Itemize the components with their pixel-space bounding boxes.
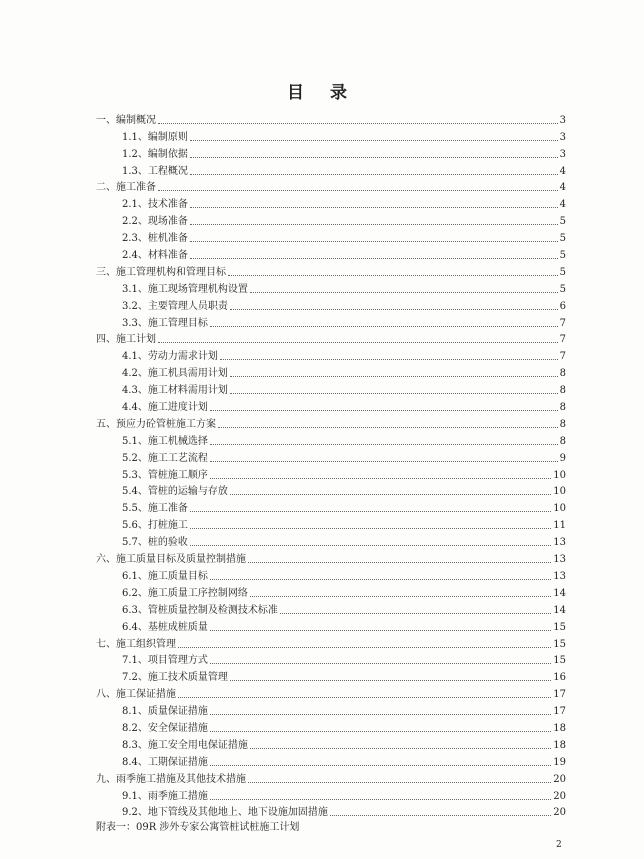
toc-entry-label: 5.7、桩的验收 <box>122 537 188 549</box>
toc-entry-label: 5.5、施工准备 <box>122 503 188 515</box>
toc-entry-label: 3.3、施工管理目标 <box>122 317 208 329</box>
toc-entry-label: 七、施工组织管理 <box>96 638 176 650</box>
toc-entry-page: 8 <box>559 385 566 397</box>
toc-subsection-entry[interactable] <box>96 380 566 397</box>
toc-entry-page: 14 <box>553 604 566 616</box>
toc-subsection-entry[interactable] <box>96 752 566 769</box>
dot-leader <box>250 596 551 597</box>
toc-entry-label: 4.4、施工进度计划 <box>122 402 208 414</box>
dot-leader <box>218 427 558 428</box>
toc-entry-page: 9 <box>559 452 566 464</box>
toc-entry-page: 3 <box>559 148 566 160</box>
toc-section-entry[interactable] <box>96 262 566 279</box>
toc-entry-page: 10 <box>553 486 566 498</box>
table-of-contents <box>96 110 566 819</box>
toc-subsection-entry[interactable] <box>96 735 566 752</box>
toc-subsection-entry[interactable] <box>96 296 566 313</box>
toc-subsection-entry[interactable] <box>96 482 566 499</box>
toc-subsection-entry[interactable] <box>96 194 566 211</box>
dot-leader <box>210 579 551 580</box>
toc-subsection-entry[interactable] <box>96 228 566 245</box>
toc-entry-label: 4.1、劳动力需求计划 <box>122 351 218 363</box>
toc-entry-label: 5.3、管桩施工顺序 <box>122 469 208 481</box>
toc-entry-page: 13 <box>553 554 566 566</box>
toc-entry-page: 3 <box>559 131 566 143</box>
toc-entry-page: 17 <box>553 689 566 701</box>
dot-leader <box>230 680 551 681</box>
dot-leader <box>228 275 558 276</box>
dot-leader <box>190 174 558 175</box>
toc-entry-label: 3.1、施工现场管理机构设置 <box>122 283 248 295</box>
toc-entry-label: 8.4、工期保证措施 <box>122 756 208 768</box>
dot-leader <box>190 157 558 158</box>
dot-leader <box>250 748 551 749</box>
toc-entry-label: 4.3、施工材料需用计划 <box>122 385 228 397</box>
toc-entry-label: 6.3、管桩质量控制及检测技术标准 <box>122 604 278 616</box>
dot-leader <box>178 697 551 698</box>
toc-entry-label: 5.1、施工机械选择 <box>122 435 208 447</box>
toc-section-entry[interactable] <box>96 414 566 431</box>
toc-entry-label: 5.4、管桩的运输与存放 <box>122 486 228 498</box>
dot-leader <box>210 731 551 732</box>
dot-leader <box>190 224 558 225</box>
toc-subsection-entry[interactable] <box>96 566 566 583</box>
toc-subsection-entry[interactable] <box>96 161 566 178</box>
dot-leader <box>210 410 558 411</box>
toc-entry-label: 6.1、施工质量目标 <box>122 570 208 582</box>
dot-leader <box>158 123 558 124</box>
dot-leader <box>230 376 558 377</box>
toc-entry-label: 二、施工准备 <box>96 182 156 194</box>
dot-leader <box>190 545 551 546</box>
toc-section-entry[interactable] <box>96 684 566 701</box>
toc-entry-label: 9.2、地下管线及其他地上、地下设施加固措施 <box>122 807 328 819</box>
toc-entry-page: 5 <box>559 250 566 262</box>
toc-entry-page: 8 <box>559 368 566 380</box>
dot-leader <box>210 630 551 631</box>
toc-subsection-entry[interactable] <box>96 651 566 668</box>
toc-section-entry[interactable] <box>96 178 566 195</box>
dot-leader <box>250 292 558 293</box>
dot-leader <box>210 663 551 664</box>
toc-subsection-entry[interactable] <box>96 465 566 482</box>
toc-entry-page: 14 <box>553 587 566 599</box>
toc-entry-label: 1.2、编制依据 <box>122 148 188 160</box>
dot-leader <box>190 511 551 512</box>
toc-entry-page: 7 <box>559 334 566 346</box>
toc-entry-label: 5.6、打桩施工 <box>122 520 188 532</box>
page-number: 2 <box>556 840 562 850</box>
toc-entry-label: 2.2、现场准备 <box>122 216 188 228</box>
toc-subsection-entry[interactable] <box>96 786 566 803</box>
dot-leader <box>248 562 551 563</box>
toc-entry-label: 六、施工质量目标及质量控制措施 <box>96 554 246 566</box>
toc-entry-page: 11 <box>553 520 566 532</box>
toc-entry-page: 20 <box>553 790 566 802</box>
toc-entry-label: 1.3、工程概况 <box>122 165 188 177</box>
dot-leader <box>178 647 551 648</box>
toc-section-entry[interactable] <box>96 769 566 786</box>
toc-entry-label: 2.3、桩机准备 <box>122 233 188 245</box>
toc-entry-label: 1.1、编制原则 <box>122 131 188 143</box>
dot-leader <box>210 444 558 445</box>
toc-entry-page: 4 <box>559 165 566 177</box>
dot-leader <box>230 393 558 394</box>
toc-subsection-entry[interactable] <box>96 515 566 532</box>
toc-subsection-entry[interactable] <box>96 431 566 448</box>
toc-entry-page: 4 <box>559 182 566 194</box>
toc-entry-page: 10 <box>553 469 566 481</box>
toc-entry-page: 3 <box>559 114 566 126</box>
toc-subsection-entry[interactable] <box>96 532 566 549</box>
toc-entry-page: 5 <box>559 233 566 245</box>
toc-subsection-entry[interactable] <box>96 583 566 600</box>
dot-leader <box>190 207 558 208</box>
dot-leader <box>190 140 558 141</box>
toc-section-entry[interactable] <box>96 110 566 127</box>
toc-entry-page: 7 <box>559 317 566 329</box>
toc-entry-label: 6.4、基桩成桩质量 <box>122 621 208 633</box>
toc-section-entry[interactable] <box>96 634 566 651</box>
toc-subsection-entry[interactable] <box>96 245 566 262</box>
toc-entry-page: 20 <box>553 773 566 785</box>
toc-entry-label: 7.1、项目管理方式 <box>122 655 208 667</box>
toc-subsection-entry[interactable] <box>96 127 566 144</box>
toc-section-entry[interactable] <box>96 549 566 566</box>
toc-entry-page: 13 <box>553 537 566 549</box>
dot-leader <box>248 782 551 783</box>
toc-entry-label: 4.2、施工机具需用计划 <box>122 368 228 380</box>
toc-subsection-entry[interactable] <box>96 617 566 634</box>
toc-entry-label: 五、预应力砼管桩施工方案 <box>96 418 216 430</box>
toc-subsection-entry[interactable] <box>96 211 566 228</box>
dot-leader <box>190 258 558 259</box>
toc-subsection-entry[interactable] <box>96 803 566 820</box>
toc-subsection-entry[interactable] <box>96 346 566 363</box>
dot-leader <box>210 765 551 766</box>
toc-entry-page: 15 <box>553 638 566 650</box>
toc-title: 目 录 <box>287 83 357 103</box>
dot-leader <box>210 326 558 327</box>
toc-subsection-entry[interactable] <box>96 313 566 330</box>
dot-leader <box>280 613 551 614</box>
toc-subsection-entry[interactable] <box>96 498 566 515</box>
toc-entry-label: 5.2、施工工艺流程 <box>122 452 208 464</box>
dot-leader <box>210 461 558 462</box>
dot-leader <box>230 494 551 495</box>
toc-entry-label: 八、施工保证措施 <box>96 689 176 701</box>
toc-entry-page: 16 <box>553 672 566 684</box>
toc-subsection-entry[interactable] <box>96 667 566 684</box>
toc-entry-label: 三、施工管理机构和管理目标 <box>96 266 226 278</box>
toc-entry-label: 3.2、主要管理人员职责 <box>122 300 228 312</box>
toc-entry-page: 5 <box>559 216 566 228</box>
toc-entry-page: 19 <box>553 756 566 768</box>
toc-entry-label: 7.2、施工技术质量管理 <box>122 672 228 684</box>
toc-subsection-entry[interactable] <box>96 448 566 465</box>
toc-subsection-entry[interactable] <box>96 701 566 718</box>
toc-entry-page: 7 <box>559 351 566 363</box>
toc-entry-page: 5 <box>559 283 566 295</box>
dot-leader <box>210 478 551 479</box>
toc-section-entry[interactable] <box>96 330 566 347</box>
toc-subsection-entry[interactable] <box>96 600 566 617</box>
toc-subsection-entry[interactable] <box>96 397 566 414</box>
toc-entry-page: 13 <box>553 570 566 582</box>
toc-entry-label: 6.2、施工质量工序控制网络 <box>122 587 248 599</box>
dot-leader <box>330 815 551 816</box>
toc-entry-label: 8.3、施工安全用电保证措施 <box>122 739 248 751</box>
toc-entry-label: 一、编制概况 <box>96 114 156 126</box>
dot-leader <box>190 241 558 242</box>
dot-leader <box>190 528 551 529</box>
toc-subsection-entry[interactable] <box>96 144 566 161</box>
dot-leader <box>158 190 558 191</box>
toc-entry-page: 17 <box>553 706 566 718</box>
toc-entry-page: 5 <box>559 266 566 278</box>
toc-subsection-entry[interactable] <box>96 363 566 380</box>
toc-entry-page: 18 <box>553 739 566 751</box>
toc-entry-page: 10 <box>553 503 566 515</box>
toc-entry-label: 2.1、技术准备 <box>122 199 188 211</box>
dot-leader <box>230 309 558 310</box>
toc-entry-page: 4 <box>559 199 566 211</box>
toc-entry-label: 8.2、安全保证措施 <box>122 722 208 734</box>
appendix-line: 附表一：09R 涉外专家公寓管桩试桩施工计划 <box>96 822 300 833</box>
dot-leader <box>210 799 551 800</box>
toc-subsection-entry[interactable] <box>96 718 566 735</box>
toc-subsection-entry[interactable] <box>96 279 566 296</box>
toc-entry-label: 9.1、雨季施工措施 <box>122 790 208 802</box>
toc-entry-page: 6 <box>559 300 566 312</box>
dot-leader <box>210 714 551 715</box>
toc-entry-page: 15 <box>553 621 566 633</box>
dot-leader <box>158 342 558 343</box>
toc-entry-page: 20 <box>553 807 566 819</box>
toc-entry-label: 九、雨季施工措施及其他技术措施 <box>96 773 246 785</box>
toc-entry-label: 8.1、质量保证措施 <box>122 706 208 718</box>
toc-entry-label: 2.4、材料准备 <box>122 250 188 262</box>
toc-entry-label: 四、施工计划 <box>96 334 156 346</box>
toc-entry-page: 15 <box>553 655 566 667</box>
toc-entry-page: 8 <box>559 402 566 414</box>
toc-entry-page: 8 <box>559 418 566 430</box>
toc-entry-page: 8 <box>559 435 566 447</box>
dot-leader <box>220 359 558 360</box>
toc-entry-page: 18 <box>553 722 566 734</box>
